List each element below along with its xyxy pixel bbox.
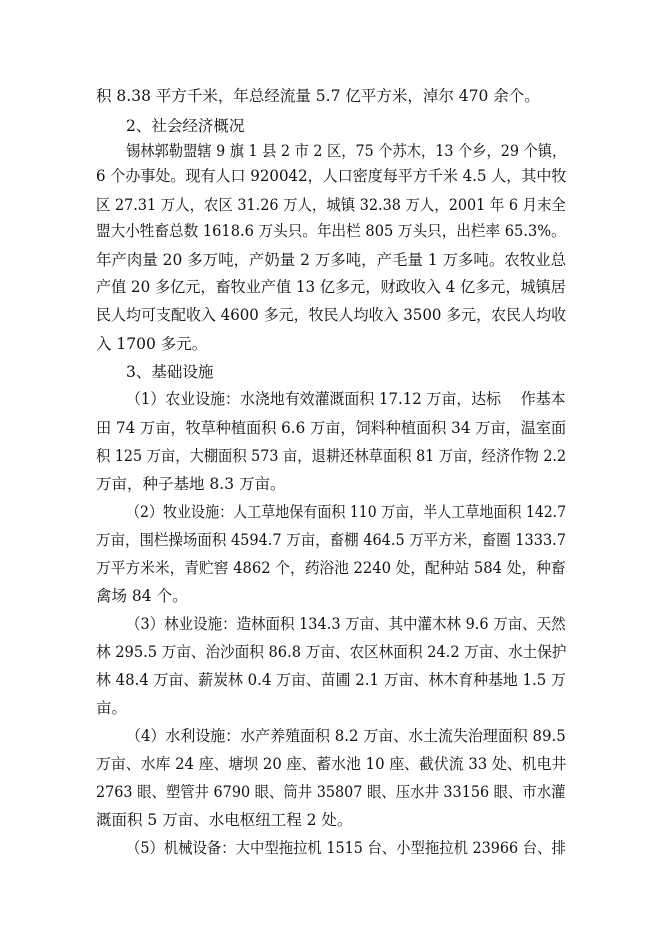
text-line: 溉面积 5 万亩、水电枢纽工程 2 处。 xyxy=(96,811,353,829)
text-line: 林 295.5 万亩、治沙面积 86.8 万亩、农区林面积 24.2 万亩、水土保护 xyxy=(96,643,567,661)
text-line: 盟大小牲畜总数 1618.6 万头只。年出栏 805 万头只，出栏率 65.3%。 xyxy=(96,222,566,240)
text-line: （4）水利设施：水产养殖面积 8.2 万亩、水土流失治理面积 89.5 xyxy=(126,727,566,745)
text-line: 田 74 万亩，牧草种植面积 6.6 万亩，饲料种植面积 34 万亩，温室面 xyxy=(96,419,567,437)
text-line: 产值 20 多亿元，畜牧业产值 13 亿多元，财政收入 4 亿多元，城镇居 xyxy=(96,278,566,296)
text-line: 万平方米米，青贮窖 4862 个，药浴池 2240 处，配种站 584 处，种畜 xyxy=(96,559,566,577)
text-line: （1）农业设施：水浇地有效灌溉面积 17.12 万亩，达标 作基本 xyxy=(126,390,566,408)
text-line: 年产肉量 20 多万吨，产奶量 2 万多吨，产毛量 1 万多吨。农牧业总 xyxy=(96,251,567,269)
text-line: 积 8.38 平方千米，年总经流量 5.7 亿平方米，淖尔 470 余个。 xyxy=(96,87,540,105)
section-heading: 2、社会经济概况 xyxy=(126,117,245,135)
text-line: 锡林郭勒盟辖 9 旗 1 县 2 市 2 区，75 个苏木，13 个乡，29 个镇， xyxy=(126,142,567,160)
text-line: 亩。 xyxy=(96,699,128,717)
text-line: 入 1700 多元。 xyxy=(96,335,208,353)
text-line: 2763 眼、塑管井 6790 眼、筒井 35807 眼、压水井 33156 眼、市水灌 xyxy=(96,783,566,801)
text-line: 万亩、水库 24 座、塘坝 20 座、蓄水池 10 座、截伏流 33 处、机电井 xyxy=(96,755,567,773)
text-line: 万亩，种子基地 8.3 万亩。 xyxy=(96,475,286,493)
text-line: 积 125 万亩，大棚面积 573 亩，退耕还林草面积 81 万亩，经济作物 2.2 xyxy=(96,447,567,465)
text-line: 区 27.31 万人，农区 31.26 万人，城镇 32.38 万人，2001 年 6 月末全 xyxy=(96,196,566,214)
text-line: （5）机械设备：大中型拖拉机 1515 台、小型拖拉机 23966 台、排 xyxy=(126,839,566,857)
section-heading: 3、基础设施 xyxy=(126,363,214,381)
text-line: 禽场 84 个。 xyxy=(96,587,188,605)
text-line: 林 48.4 万亩、薪炭林 0.4 万亩、苗圃 2.1 万亩、林木育种基地 1.5 万 xyxy=(96,671,566,689)
text-line: 万亩，围栏操场面积 4594.7 万亩，畜棚 464.5 万平方米，畜圈 1333.7 xyxy=(96,531,566,549)
text-line: （2）牧业设施：人工草地保有面积 110 万亩，半人工草地面积 142.7 xyxy=(126,503,567,521)
text-line: （3）林业设施：造林面积 134.3 万亩、其中灌木林 9.6 万亩、天然 xyxy=(126,615,566,633)
text-line: 民人均可支配收入 4600 多元，牧民人均收入 3500 多元，农民人均收 xyxy=(96,306,567,324)
text-line: 6 个办事处。现有人口 920042，人口密度每平方千米 4.5 人，其中牧 xyxy=(96,167,567,185)
